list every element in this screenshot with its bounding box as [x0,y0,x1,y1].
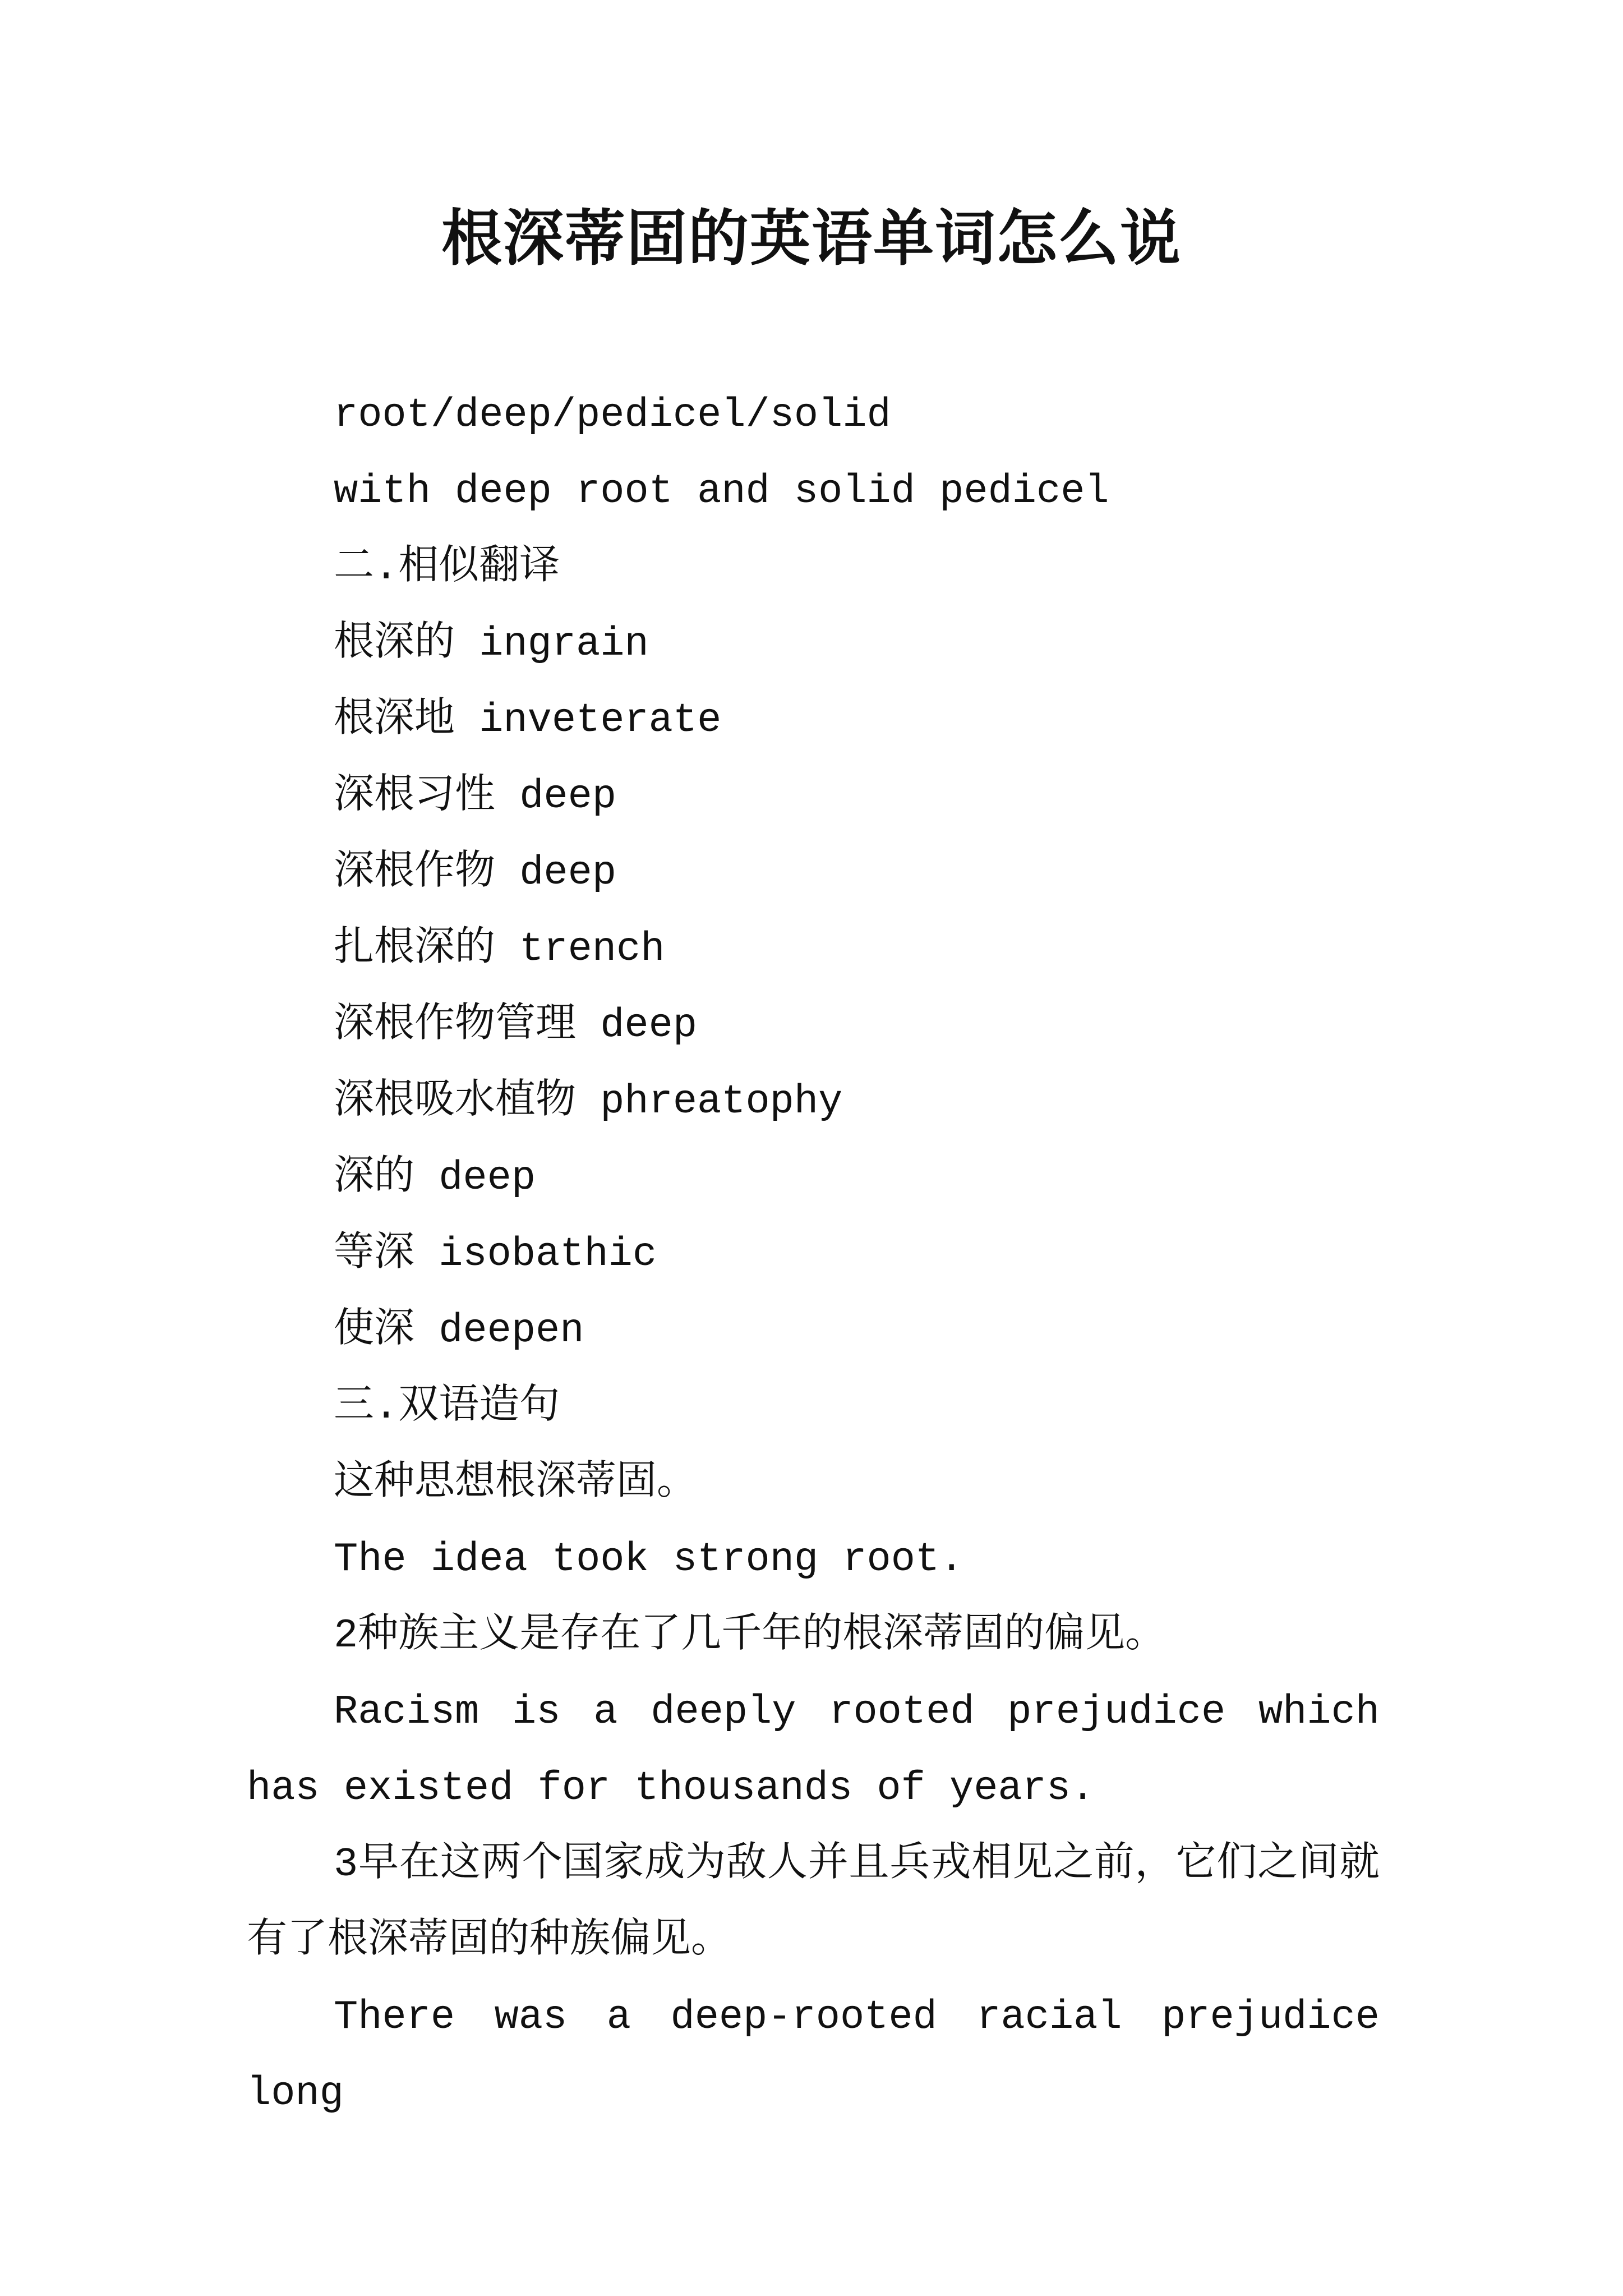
text-line: 深根习性 deep [334,774,617,820]
paragraph: Racism is a deeply rooted prejudice which has existed for thousands of years. [247,1689,1380,1811]
text-line: 深根吸水植物 phreatophy [334,1079,843,1125]
text-line: 根深的 ingrain [334,621,649,667]
section-heading: 二.相似翻译 [334,545,560,591]
text-line: 深的 deep [334,1155,536,1201]
paragraph: 3早在这两个国家成为敌人并且兵戎相见之前，它们之间就有了根深蒂固的种族偏见。 [247,1842,1380,1964]
text-line: 深根作物管理 deep [334,1002,698,1048]
paragraph: There was a deep-rooted racial prejudice long [247,1994,1380,2116]
text-line: 使深 deepen [334,1308,584,1354]
text-line: 深根作物 deep [334,850,617,896]
document-title: 根深蒂固的英语单词怎么说 [441,203,1182,274]
text-line: with deep root and solid pedicel [334,468,1109,514]
text-line: root/deep/pedicel/solid [334,392,891,438]
text-line: 这种思想根深蒂固。 [334,1460,698,1506]
section-heading: 三.双语造句 [334,1384,560,1430]
text-line: 等深 isobathic [334,1231,657,1277]
text-line: 根深地 inveterate [334,697,722,743]
text-line: 2种族主义是存在了几千年的根深蒂固的偏见。 [334,1613,1166,1659]
text-line: 扎根深的 trench [334,926,665,972]
text-line: The idea took strong root. [334,1536,964,1582]
